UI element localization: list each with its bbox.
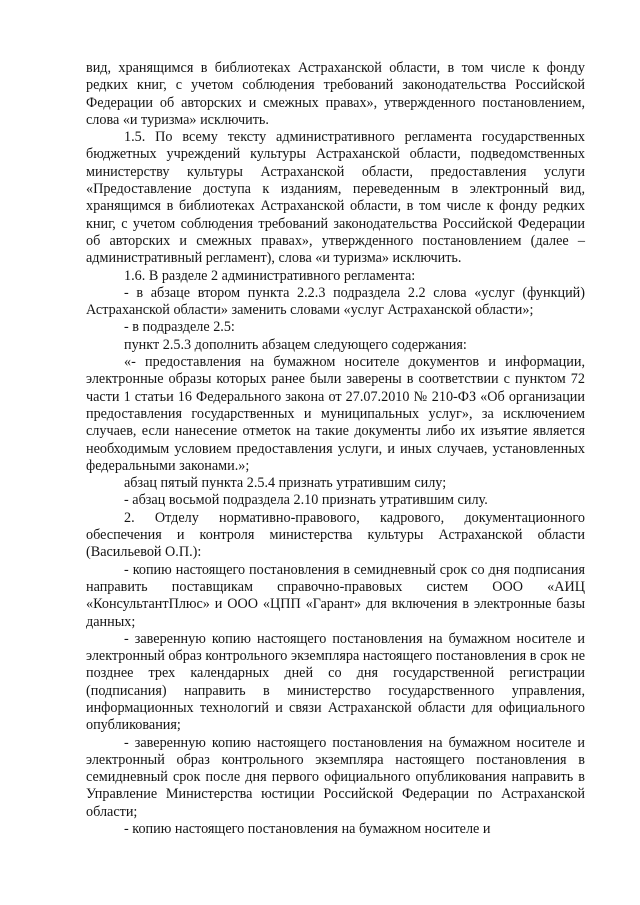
paragraph: абзац пятый пункта 2.5.4 признать утратившим силу;: [124, 475, 447, 492]
paragraph: - копию настоящего постановления на бумажном носителе и: [124, 821, 491, 838]
paragraph: - заверенную копию настоящего постановления на бумажном носителе и электронный образ контрольного экземпляра настоящего постановления в срок не позднее трех календарных дней со дня государственной регистрации (подписания) направить в министерство государственного управления, информационных технологий и связи Астраханской области для официального опубликования;: [86, 630, 585, 734]
paragraph: 1.6. В разделе 2 административного регламента:: [124, 267, 416, 284]
paragraph: - заверенную копию настоящего постановления на бумажном носителе и электронный образ контрольного экземпляра настоящего постановления в семидневный срок после дня первого официального опубликования направить в Управление Министерства юстиции Российской Федерации по Астраханской области;: [86, 734, 585, 820]
paragraph: 1.5. По всему тексту административного регламента государственных бюджетных учреждений культуры Астраханской области, подведомственных министерству культуры Астраханской области, предоставления услуги «Предоставление доступа к изданиям, переведенным в электронный вид, хранящимся в библиотеках Астраханской области, в том числе к фонду редких книг, с учетом соблюдения требований законодательства Российской Федерации об авторских и смежных правах», утвержденного постановлением (далее – административный регламент), слова «и туризма» исключить.: [86, 129, 585, 267]
paragraph: вид, хранящимся в библиотеках Астраханской области, в том числе к фонду редких книг, с учетом соблюдения требований законодательства Российской Федерации об авторских и смежных правах», утвержденного постановлением, слова «и туризма» исключить.: [86, 60, 585, 128]
paragraph: 2. Отделу нормативно-правового, кадрового, документационного обеспечения и контроля министерства культуры Астраханской области (Васильевой О.П.):: [86, 509, 585, 561]
paragraph: «- предоставления на бумажном носителе документов и информации, электронные образы которых ранее были заверены в соответствии с пунктом 72 части 1 статьи 16 Федерального закона от 27.07.2010 № 210-ФЗ «Об организации предоставления государственных и муниципальных услуг», за исключением случаев, если нанесение отметок на такие документы либо их изъятие является необходимым условием предоставления услуги, и иных случаев, установленных федеральными законами.»;: [86, 354, 585, 474]
paragraph: - в абзаце втором пункта 2.2.3 подраздела 2.2 слова «услуг (функций) Астраханской области» заменить словами «услуг Астраханской области»;: [86, 284, 585, 319]
paragraph: - в подразделе 2.5:: [124, 319, 235, 336]
paragraph: - абзац восьмой подраздела 2.10 признать утратившим силу.: [124, 492, 488, 509]
paragraph: пункт 2.5.3 дополнить абзацем следующего содержания:: [124, 336, 467, 353]
document-body: [86, 60, 585, 838]
paragraph: - копию настоящего постановления в семидневный срок со дня подписания направить поставщикам справочно-правовых систем ООО «АИЦ «КонсультантПлюс» и ООО «ЦПП «Гарант» для включения в электронные базы данных;: [86, 561, 585, 630]
